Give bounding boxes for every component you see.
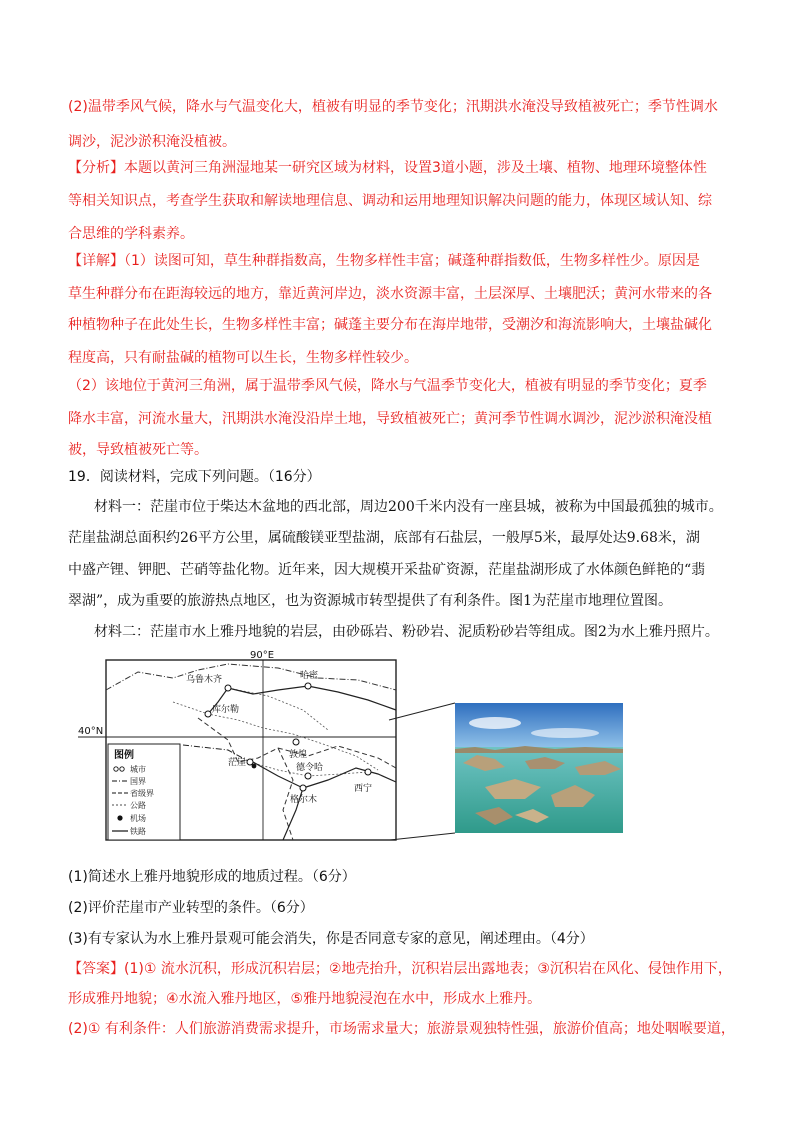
detail-line: 降水丰富，河流水量大，汛期洪水淹没沿岸土地，导致植被死亡；黄河季节性调水调沙，泥沙淤积淹没植 bbox=[68, 411, 712, 427]
legend-item: 机场 bbox=[130, 814, 146, 823]
answer-line: 调沙，泥沙淤积淹没植被。 bbox=[68, 134, 236, 150]
material-line: 翠湖”，成为重要的旅游热点地区，也为资源城市转型提供了有利条件。图1为茫崖市地理位置图。 bbox=[68, 593, 673, 609]
legend-item: 铁路 bbox=[130, 827, 146, 836]
answer-line bbox=[68, 960, 732, 978]
city-label: 敦煌 bbox=[289, 750, 308, 760]
question-line: (3)有专家认为水上雅丹景观可能会消失，你是否同意专家的意见，阐述理由。（4分） bbox=[68, 931, 594, 947]
answer-line: (2)① 有利条件：人们旅游消费需求提升，市场需求量大；旅游景观独特性强，旅游价值高；地处咽喉要道， bbox=[68, 1021, 735, 1037]
city-label: 格尔木 bbox=[290, 795, 318, 805]
water-yardang-photo bbox=[455, 703, 623, 833]
legend-title: 图例 bbox=[114, 750, 134, 761]
city-label: 西宁 bbox=[354, 784, 373, 794]
question-stem: 19．阅读材料，完成下列问题。（16分） bbox=[68, 469, 321, 485]
map-legend bbox=[108, 744, 180, 840]
legend-item: 城市 bbox=[130, 765, 146, 774]
airport-icon bbox=[252, 764, 257, 769]
analysis-text: 本题以黄河三角洲湿地某一研究区域为材料，设置3道小题，涉及土壤、植物、地理环境整体性 bbox=[124, 160, 707, 176]
detail-tag: 【详解】 bbox=[68, 253, 124, 269]
detail-text: （1）读图可知，草生种群指数高，生物多样性丰富；碱蓬种群指数低，生物多样性少。原因是 bbox=[124, 253, 700, 269]
answer-tag: 【答案】 bbox=[68, 961, 124, 977]
city-label: 乌鲁木齐 bbox=[186, 675, 223, 685]
city-label: 哈密 bbox=[300, 671, 319, 681]
analysis-tag: 【分析】 bbox=[68, 160, 124, 176]
answer-line: (2)温带季风气候，降水与气温变化大，植被有明显的季节变化；汛期洪水淹没导致植被死亡；季节性调水 bbox=[68, 99, 718, 115]
question-line: (2)评价茫崖市产业转型的条件。（6分） bbox=[68, 900, 314, 916]
legend-item: 公路 bbox=[130, 801, 146, 810]
latitude-label: 40°N bbox=[78, 726, 104, 737]
analysis-line bbox=[68, 159, 707, 177]
cloud bbox=[531, 728, 599, 738]
material-line: 材料二：茫崖市水上雅丹地貌的岩层，由砂砾岩、粉砂岩、泥质粉砂岩等组成。图2为水上雅丹照片。 bbox=[94, 624, 719, 640]
detail-line: 被，导致植被死亡等。 bbox=[68, 442, 208, 458]
airport-icon bbox=[117, 815, 122, 820]
cloud bbox=[469, 717, 521, 729]
material-line: 茫崖盐湖总面积约26平方公里，属硫酸镁亚型盐湖，底部有石盐层，一般厚5米，最厚处达9.68米，湖 bbox=[68, 530, 700, 546]
location-map bbox=[78, 650, 398, 842]
city-label: 德令哈 bbox=[296, 763, 324, 773]
city-label: 库尔勒 bbox=[212, 705, 240, 715]
analysis-line: 合思维的学科素养。 bbox=[68, 226, 194, 242]
detail-line bbox=[68, 252, 700, 270]
detail-line: （2）该地位于黄河三角洲，属于温带季风气候，降水与气温季节变化大，植被有明显的季节变化；夏季 bbox=[68, 378, 707, 394]
material-line: 材料一：茫崖市位于柴达木盆地的西北部，周边200千米内没有一座县城，被称为中国最孤独的城市。 bbox=[94, 499, 723, 515]
answer-text: (1)① 流水沉积，形成沉积岩层；②地壳抬升，沉积岩层出露地表；③沉积岩在风化、侵蚀作用下， bbox=[124, 961, 732, 977]
detail-line: 草生种群分布在距海较远的地方，靠近黄河岸边，淡水资源丰富，土层深厚、土壤肥沃；黄河水带来的各 bbox=[68, 286, 712, 302]
material-line: 中盛产锂、钾肥、芒硝等盐化物。近年来，因大规模开采盐矿资源，茫崖盐湖形成了水体颜色鲜艳的“翡 bbox=[68, 562, 706, 578]
longitude-label: 90°E bbox=[250, 650, 275, 661]
detail-line: 程度高，只有耐盐碱的植物可以生长，生物多样性较少。 bbox=[68, 350, 418, 366]
legend-item: 省级界 bbox=[130, 789, 154, 798]
answer-line: 形成雅丹地貌；④水流入雅丹地区，⑤雅丹地貌浸泡在水中，形成水上雅丹。 bbox=[68, 991, 542, 1007]
question-line: (1)简述水上雅丹地貌形成的地质过程。（6分） bbox=[68, 869, 356, 885]
city-label: 茫崖 bbox=[228, 758, 247, 768]
analysis-line: 等相关知识点，考查学生获取和解读地理信息、调动和运用地理知识解决问题的能力，体现区域认知、综 bbox=[68, 193, 712, 209]
detail-line: 种植物种子在此处生长，生物多样性丰富；碱蓬主要分布在海岸地带，受潮汐和海流影响大，土壤盐碱化 bbox=[68, 317, 712, 333]
legend-item: 国界 bbox=[130, 777, 146, 786]
